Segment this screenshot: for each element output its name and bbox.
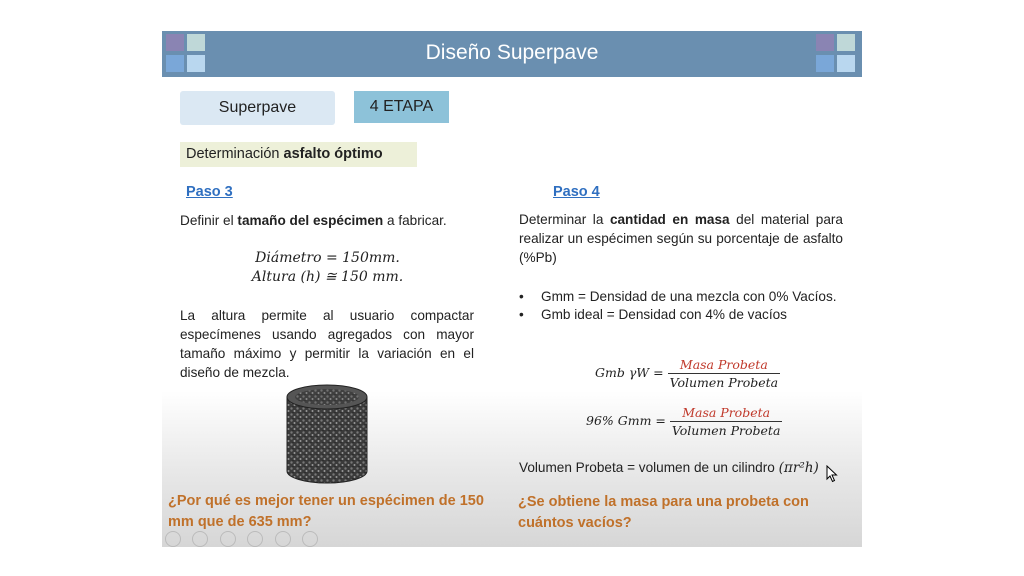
section-heading-prefix: Determinación	[186, 146, 284, 162]
section-heading-bold: asfalto óptimo	[283, 146, 383, 162]
paso-4-intro-bold: cantidad en masa	[609, 212, 730, 227]
decorative-squares-right	[816, 34, 858, 74]
slide	[162, 31, 862, 547]
volume-text: Volumen Probeta = volumen de un cilindro	[519, 460, 775, 475]
bullet-gmb: Gmb ideal = Densidad con 4% de vacíos	[541, 307, 787, 322]
volume-line	[519, 458, 849, 478]
zoom-icon[interactable]	[275, 531, 291, 547]
slide-title: Diseño Superpave	[425, 41, 599, 64]
bullet-gmm: Gmm = Densidad de una mezcla con 0% Vacíos.	[541, 289, 837, 304]
etapa-tag: 4 ETAPA	[354, 91, 449, 123]
formula-gmm-lhs: 96% Gmm =	[586, 413, 666, 428]
height-equation: Altura (h) ≅ 150 mm.	[251, 269, 404, 285]
density-list	[519, 288, 849, 324]
formula-gmb-denominator: Volumen Probeta	[669, 375, 779, 390]
section-heading	[180, 142, 417, 167]
paso-3-paragraph: La altura permite al usuario compactar especímenes usando agregados con mayor tamaño máximo y permitir la variación en el diseño de mezcla.	[180, 308, 474, 380]
paso-3-intro-post: a fabricar.	[383, 213, 447, 228]
paso-3-intro-bold: tamaño del espécimen	[237, 213, 384, 228]
list-item: • Gmm = Densidad de una mezcla con 0% Vacíos.	[519, 289, 837, 304]
paso-4-intro-post: del material para realizar un espécimen según su porcentaje de asfalto (%Pb)	[519, 212, 843, 265]
formula-gmm	[586, 405, 782, 438]
formula-gmm-fraction	[670, 405, 783, 438]
paso-3-intro-pre: Definir el	[180, 213, 238, 228]
formula-gmm-denominator: Volumen Probeta	[671, 423, 781, 438]
slide-header	[162, 31, 862, 77]
paso-3-intro	[180, 211, 480, 230]
mouse-cursor-icon	[826, 465, 838, 483]
slides-grid-icon[interactable]	[247, 531, 263, 547]
volume-formula: (πr²h)	[778, 460, 819, 476]
formula-gmm-numerator: Masa Probeta	[670, 405, 783, 422]
pen-icon[interactable]	[220, 531, 236, 547]
diameter-equation: Diámetro = 150mm.	[255, 250, 400, 266]
paso-4-intro-pre: Determinar la	[519, 212, 610, 227]
asphalt-specimen-image	[284, 383, 370, 486]
paso-3-heading: Paso 3	[186, 184, 233, 200]
formula-gmb-fraction	[668, 357, 781, 390]
right-question: ¿Se obtiene la masa para una probeta con cuántos vacíos?	[518, 494, 809, 531]
formula-gmb-lhs: Gmb γW =	[595, 365, 664, 380]
more-options-icon[interactable]	[302, 531, 318, 547]
paso-4-heading: Paso 4	[553, 184, 600, 200]
formula-gmb	[595, 357, 780, 390]
superpave-tag: Superpave	[180, 91, 335, 125]
left-question: ¿Por qué es mejor tener un espécimen de 150 mm que de 635 mm?	[168, 493, 484, 530]
list-item: • Gmb ideal = Densidad con 4% de vacíos	[519, 307, 787, 322]
slideshow-toolbar	[165, 531, 325, 547]
formula-gmb-numerator: Masa Probeta	[668, 357, 781, 374]
previous-icon[interactable]	[165, 531, 181, 547]
paso-4-intro	[519, 210, 843, 267]
next-icon[interactable]	[192, 531, 208, 547]
